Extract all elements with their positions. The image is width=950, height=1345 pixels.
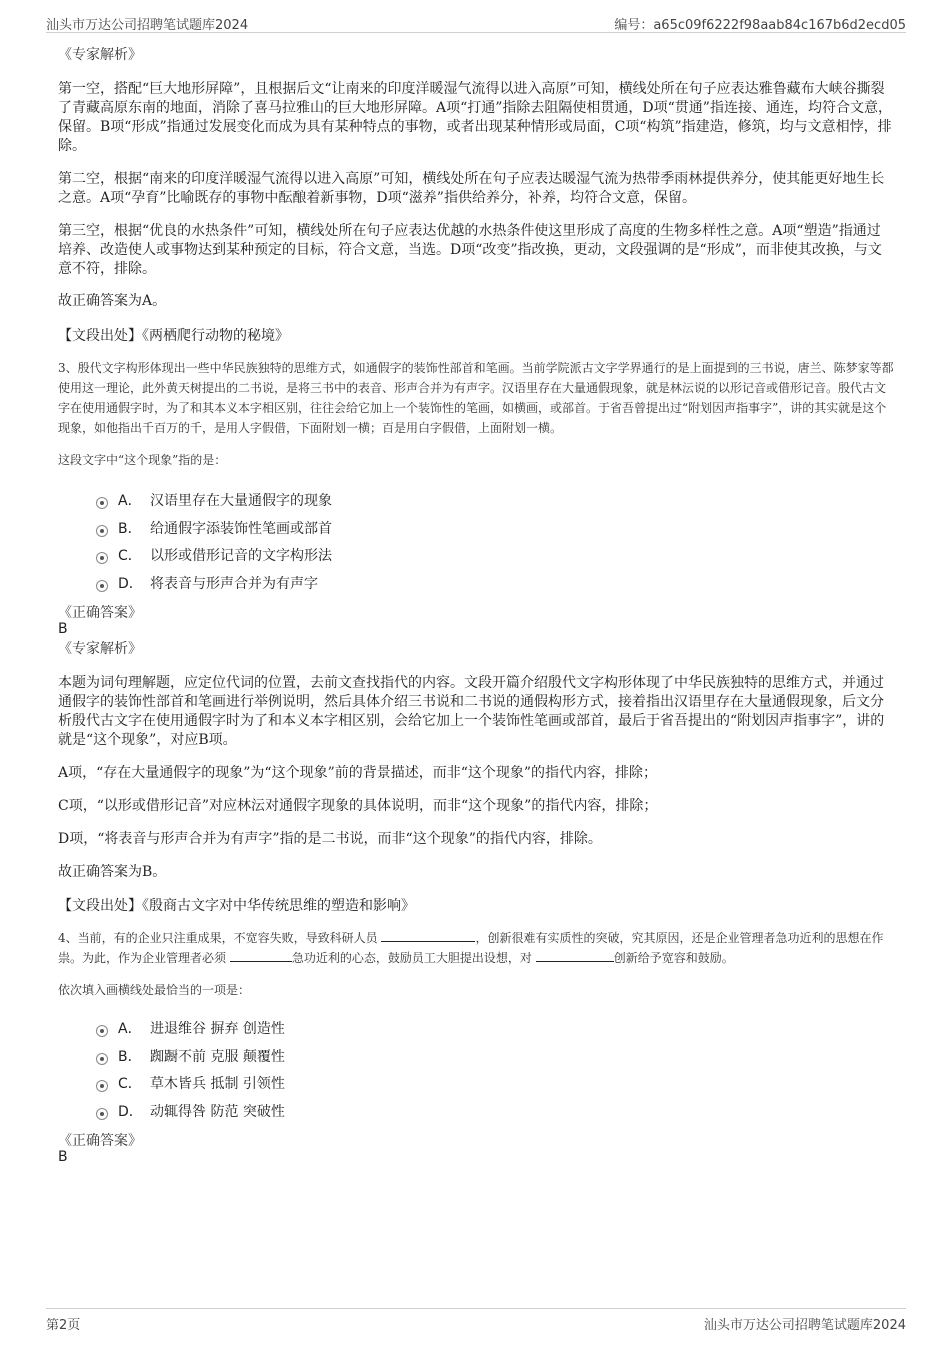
option-c[interactable]: C． 草木皆兵 抵制 引领性	[96, 1071, 894, 1099]
radio-icon[interactable]	[96, 497, 108, 509]
analysis-paragraph: C项，“以形或借形记音”对应林沄对通假字现象的具体说明，而非“这个现象”的指代内容，排除；	[58, 798, 658, 814]
analysis-paragraph: 第一空，搭配“巨大地形屏障”，且根据后文“让南来的印度洋暖湿气流得以进入高原”可知，横线处所在句子应表达雅鲁藏布大峡谷撕裂了青藏高原东南的地面，消除了喜马拉雅山的巨大地形屏障。A项“打通”指除去阻隔使相贯通，D项“贯通”指连接、通连，均符合文意，保留。B项“形成”指通过发展变化而成为具有某种特点的事物，或者出现某种情形或局面，C项“构筑”指建造，修筑，均与文意相悖，排除。	[58, 81, 892, 154]
question-prompt: 这段文字中“这个现象”指的是：	[58, 453, 227, 467]
analysis-paragraph: 第二空，根据“南来的印度洋暖湿气流得以进入高原”可知，横线处所在句子应表达暖湿气流为热带季雨林提供养分，使其能更好地生长之意。A项“孕育”比喻既存的事物中酝酿着新事物，D项“滋养”指供给养分，补养，均符合文意，保留。	[58, 171, 885, 206]
analysis-label: 《专家解析》	[58, 641, 142, 657]
analysis-conclusion: 故正确答案为A。	[58, 293, 167, 309]
option-list	[96, 488, 894, 598]
footer-title: 汕头市万达公司招聘笔试题库2024	[703, 1318, 906, 1333]
answer-label: 《正确答案》	[58, 605, 142, 621]
page-content	[58, 44, 894, 1166]
answer-value: B	[58, 1149, 68, 1165]
analysis-paragraph: D项，“将表音与形声合并为有声字”指的是二书说，而非“这个现象”的指代内容，排除。	[58, 831, 602, 847]
question-prompt: 依次填入画横线处最恰当的一项是：	[58, 983, 251, 997]
header-title: 汕头市万达公司招聘笔试题库2024	[46, 18, 249, 33]
option-d[interactable]: D． 动辄得咎 防范 突破性	[96, 1099, 894, 1127]
option-a[interactable]: A． 进退维谷 摒弃 创造性	[96, 1016, 894, 1044]
page-header	[46, 12, 906, 33]
radio-icon[interactable]	[96, 552, 108, 564]
radio-icon[interactable]	[96, 1108, 108, 1120]
radio-icon[interactable]	[96, 580, 108, 592]
option-b[interactable]: B． 踟蹰不前 克服 颠覆性	[96, 1044, 894, 1072]
option-c[interactable]: C． 以形或借形记音的文字构形法	[96, 543, 894, 571]
radio-icon[interactable]	[96, 525, 108, 537]
blank-line	[230, 949, 292, 962]
analysis-conclusion: 故正确答案为B。	[58, 864, 167, 880]
analysis-label: 《专家解析》	[58, 47, 142, 63]
option-b[interactable]: B． 给通假字添装饰性笔画或部首	[96, 516, 894, 544]
passage-source: 【文段出处】《两栖爬行动物的秘境》	[58, 328, 289, 344]
page-number: 第2页	[46, 1318, 81, 1333]
header-doc-id: 编号：a65c09f6222f98aab84c167b6d2ecd05	[614, 18, 906, 33]
analysis-paragraph: A项，“存在大量通假字的现象”为“这个现象”前的背景描述，而非“这个现象”的指代内容，排除；	[58, 765, 658, 781]
answer-label: 《正确答案》	[58, 1133, 142, 1149]
blank-line	[381, 929, 475, 942]
blank-line	[536, 949, 614, 962]
option-a[interactable]: A． 汉语里存在大量通假字的现象	[96, 488, 894, 516]
radio-icon[interactable]	[96, 1025, 108, 1037]
page-footer	[46, 1308, 906, 1331]
analysis-paragraph: 第三空，根据“优良的水热条件”可知，横线处所在句子应表达优越的水热条件使这里形成了高度的生物多样性之意。A项“塑造”指通过培养、改造使人或事物达到某种预定的目标，符合文意，当选。D项“改变”指改换，更动，文段强调的是“形成”，而非使其改换，与文意不符，排除。	[58, 223, 882, 277]
radio-icon[interactable]	[96, 1080, 108, 1092]
radio-icon[interactable]	[96, 1053, 108, 1065]
question-passage: 3、殷代文字构形体现出一些中华民族独特的思维方式，如通假字的装饰性部首和笔画。当前学院派古文字学界通行的是上面提到的三书说，唐兰、陈梦家等都使用这一理论，此外黄天树提出的二书说，是将三书中的表音、形声合并为有声字。汉语里存在大量通假现象，就是林沄说的以形记音或借形记音。殷代古文字在使用通假字时，为了和其本义本字相区别，往往会给它加上一个装饰性的笔画，如横画，或部首。于省吾曾提出过“附划因声指事字”，讲的其实就是这个现象，如他指出千百万的千，是用人字假借，下面附划一横；百是用白字假借，上面附划一横。	[58, 361, 894, 435]
option-d[interactable]: D． 将表音与形声合并为有声字	[96, 571, 894, 599]
option-list	[96, 1016, 894, 1126]
analysis-paragraph: 本题为词句理解题，应定位代词的位置，去前文查找指代的内容。文段开篇介绍殷代文字构形体现了中华民族独特的思维方式，并通过通假字的装饰性部首和笔画进行举例说明，然后具体介绍三书说和二书说的通假构形方式，接着指出汉语里存在大量通假现象，后文分析殷代古文字在使用通假字时为了和本义本字相区别，会给它加上一个装饰性笔画或部首，最后于省吾提出的“附划因声指事字”，讲的就是“这个现象”，对应B项。	[58, 675, 885, 748]
answer-value: B	[58, 621, 68, 637]
question-passage: 4、当前，有的企业只注重成果，不宽容失败，导致科研人员 ，创新很难有实质性的突破，究其原因，还是企业管理者急功近利的思想在作祟。为此，作为企业管理者必须 急功近利的心态，鼓励员工大胆提出设想，对 创新给予宽容和鼓励。	[58, 931, 884, 965]
passage-source: 【文段出处】《殷商古文字对中华传统思维的塑造和影响》	[58, 898, 415, 914]
